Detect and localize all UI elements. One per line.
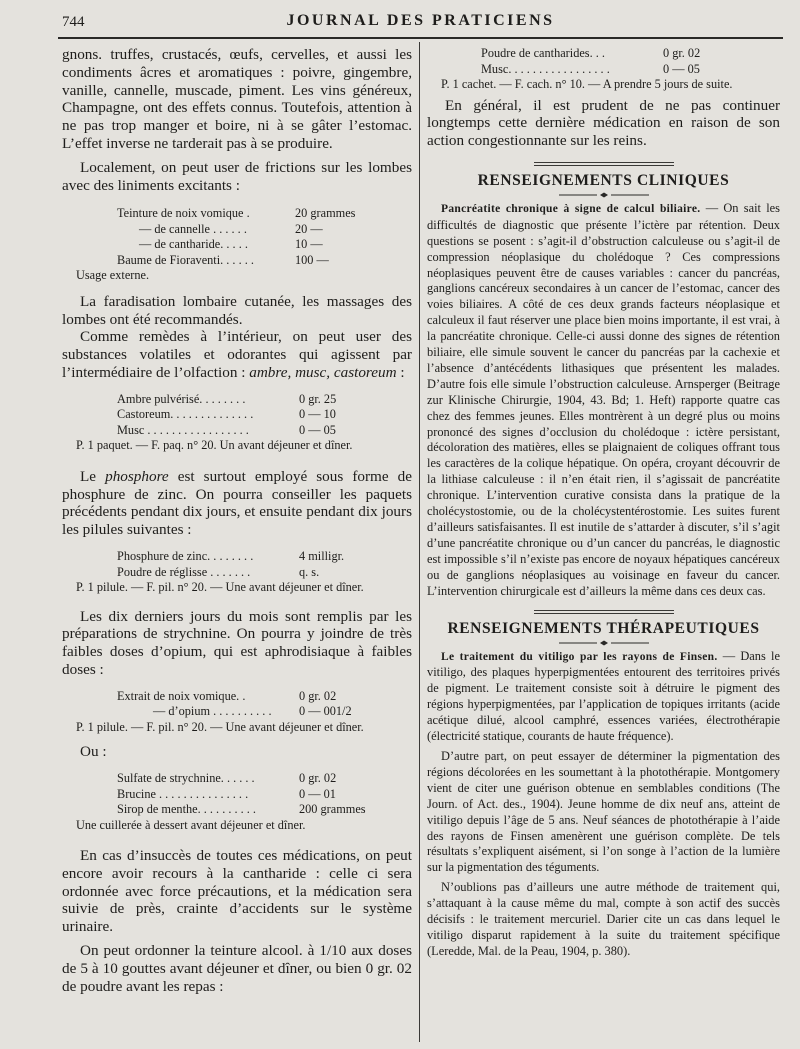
ingredient: Poudre de réglisse . . . . . . . (117, 564, 251, 579)
prescription-strychnine (117, 689, 412, 720)
article-lead: Pancréatite chronique à signe de calcul biliaire. (441, 202, 701, 215)
dose: 10 — (295, 237, 323, 252)
ingredient: Phosphure de zinc. . . . . . . . (117, 549, 254, 564)
dose: 0 gr. 02 (299, 688, 337, 703)
paragraph: Les dix derniers jours du mois sont remplis par les préparations de strychnine. On pourra y joindre de très faibles doses d’opium, qui est aphrodisiaque à faibles doses : (62, 607, 412, 678)
dose: 0 — 01 (299, 786, 336, 801)
page-number: 744 (62, 14, 85, 30)
prescription-phosphorus (117, 549, 412, 580)
ingredient: Extrait de noix vomique. . (117, 688, 246, 703)
ingredient: — de cantharide. . . . . (139, 237, 248, 252)
dose: 20 grammes (295, 206, 356, 221)
dose: 4 milligr. (299, 549, 345, 564)
ingredient: Brucine . . . . . . . . . . . . . . . (117, 786, 249, 801)
prescription-line (117, 565, 412, 581)
therapeutic-article (427, 649, 780, 745)
journal-title: JOURNAL DES PRATICIENS (286, 12, 555, 29)
left-column (62, 46, 412, 995)
page-header (58, 12, 783, 34)
prescription-note: Usage externe. (76, 268, 150, 283)
dose: 200 grammes (299, 802, 366, 817)
prescription-note: P. 1 pilule. — F. pil. n° 20. — Une avant déjeuner et dîner. (76, 580, 364, 595)
dose: 0 — 05 (663, 61, 700, 76)
prescription-cantharides (481, 46, 780, 77)
prescription-line (117, 549, 412, 565)
clinical-article (427, 201, 780, 600)
ingredient: Poudre de cantharides. . . (481, 46, 605, 60)
paragraph: D’autre part, on peut essayer de déterminer la pigmentation des régions décolorées en les soumettant à la photothérapie. Montgomery vient de citer une guérison obtenue en semblables conditions (The Journ. of Act. des., 1904). Jeune homme de dix neuf ans, atteint de vitiligo depuis l’âge de 5 ans. Neuf séances de photothérapie à l’aide des rayons de Finsen amenèrent une guérison complète. De tels résultats s’expliquent aisément, si l’on songe à l’action de la lumière sur la pigmentation des téguments. (427, 748, 780, 875)
ingredient: Teinture de noix vomique . (117, 206, 250, 221)
prescription-line (117, 206, 412, 222)
column-divider (419, 42, 420, 1042)
prescription-note: P. 1 pilule. — F. pil. n° 20. — Une avant déjeuner et dîner. (76, 719, 364, 734)
prescription-strychnine-syrup (117, 771, 412, 818)
article-lead: Le traitement du vitiligo par les rayons de Finsen. (441, 650, 718, 663)
ornament-rule (559, 640, 649, 646)
section-rule (534, 162, 674, 166)
prescription-line (117, 222, 412, 238)
dose: 0 — 10 (299, 407, 336, 422)
ornament-rule (559, 192, 649, 198)
ingredient: Sirop de menthe. . . . . . . . . . (117, 802, 257, 817)
paragraph: Comme remèdes à l’intérieur, on peut user des substances volatiles et odorantes qui agissent par l’intermédiaire de l’olfaction : ambre, musc, castoreum : (62, 328, 412, 382)
alternative-label: Ou : (80, 743, 107, 761)
prescription-line (481, 62, 780, 78)
paragraph: Localement, on peut user de frictions sur les lombes avec des liniments excitants : (62, 158, 412, 194)
paragraph: On peut ordonner la teinture alcool. à 1/10 aux doses de 5 à 10 gouttes avant déjeuner et dîner, ou bien 0 gr. 02 de poudre avant les repas : (62, 942, 412, 995)
dose: 0 gr. 02 (663, 46, 701, 60)
ingredient: — de cannelle . . . . . . (139, 221, 247, 236)
paragraph: gnons. truffes, crustacés, œufs, cervelles, et aussi les condiments âcres et aromatiques : poivre, gingembre, vanille, cannelle, muscade, piment. Les vins généreux, Champagne, ont des effets connus. Toutefois, attention à ne pas trop manger et boire, ni à se gâter l’estomac. L’effet inverse ne tarderait pas à se produire. (62, 46, 412, 152)
prescription-line (117, 407, 412, 423)
article-body: — On sait les difficultés de diagnostic que présente l’ictère par rétention. Deux questions se posent : s’agit-il d’obstruction calculeuse ou s’agit-il de compression néoplasique du cholédoque ? Ces compressions néoplasiques peuvent être de causes variables : cancer du pancréas, ganglions cancéreux secondaires à un cancer de l’estomac, cancer des voies biliaires. A côté de ces deux grands facteurs néoplasique et calculeux il faut réserver une place bien moins importante, il est vrai, à la pancréatite chronique. Celle-ci aussi donne des signes de rétention biliaire, elle simule souvent le cancer du pancréas par la cachexie et l’absence d’antécédents lithasiques que présentent les malades. D’autre fois elle simule l’obstruction calculeuse. Arnsperger (Beitrage zur Klinische Chirurgie, 1904, 43. Bd; 1. Heft) rapporte quatre cas chez des femmes jeunes. Elles montrèrent à un degré plus ou moins prononcé des signes d’occlusion du cholédoque : ictère persistant, décoloration des matières, elles se plaignaient de coliques offrant tous les caractères de la colique hépatique. On opéra, croyant découvrir de la lithiase calculeuse : il n’en était rien, il s’agissait de pancréatite chronique. L’intervention curative consista dans la pratique de la cholécystostomie, ou de la cholécystentérostomie. Les suites furent d’ailleurs satisfaisantes. Il est inutile de s’attarder à discuter, s’il s’agit d’une pancréatite chronique ou d’un cancer du pancréas, le diagnostic est impossible s’il n’existe pas encore de noyaux hépatiques cancéreux ou de ganglions néoplasiques au voisinage en faveur du cancer. L’intervention chirurgicale est d’ailleurs la même dans ces deux cas. (427, 200, 780, 598)
ingredient: Musc . . . . . . . . . . . . . . . . . (117, 422, 249, 437)
dose: 100 — (295, 252, 329, 267)
article-body: — Dans le vitiligo, des plaques hyperpigmentées entourent des territoires privés de pigment. Le traitement consiste soit à détruire le pigment des régions hyperpigmentées, par l’application de topiques irritants (acide acétique dilué, alcool camphré, essences variées, électrothérapie (électricité statique, courants de haute fréquence). (427, 648, 780, 744)
prescription-line (117, 704, 412, 720)
paragraph: En cas d’insuccès de toutes ces médications, on peut encore avoir recours à la cantharide : celle ci sera ordonnée avec force précautions, et la médication sera suivie de près, crainte d’accidents sur le système urinaire. (62, 847, 412, 936)
prescription-note: P. 1 cachet. — F. cach. n° 10. — A prendre 5 jours de suite. (441, 77, 733, 91)
ingredient: Baume de Fioraventi. . . . . . (117, 252, 254, 267)
prescription-line (117, 689, 412, 705)
header-rule (58, 37, 783, 39)
prescription-line (481, 46, 780, 62)
dose: 0 gr. 25 (299, 391, 337, 406)
dose: 0 — 001/2 (299, 704, 352, 719)
prescription-line (117, 802, 412, 818)
prescription-liniment (117, 206, 412, 268)
dose: 20 — (295, 221, 323, 236)
paragraph: En général, il est prudent de ne pas continuer longtemps cette dernière médication en raison de son action congestionnante sur les reins. (427, 96, 780, 150)
right-column (427, 46, 780, 960)
dose: 0 gr. 02 (299, 771, 337, 786)
paragraph: La faradisation lombaire cutanée, les massages des lombes ont été recommandés. (62, 292, 412, 328)
prescription-line (117, 237, 412, 253)
section-rule (534, 610, 674, 614)
prescription-olfactory (117, 392, 412, 439)
prescription-line (117, 423, 412, 439)
ingredient: Ambre pulvérisé. . . . . . . . (117, 391, 246, 406)
prescription-line (117, 771, 412, 787)
ingredient: Castoreum. . . . . . . . . . . . . . (117, 407, 254, 422)
ingredient: Sulfate de strychnine. . . . . . (117, 771, 255, 786)
section-title: RENSEIGNEMENTS THÉRAPEUTIQUES (447, 619, 760, 637)
ingredient: — d’opium . . . . . . . . . . (153, 704, 272, 719)
prescription-line (117, 787, 412, 803)
prescription-line (117, 392, 412, 408)
paragraph: N’oublions pas d’ailleurs une autre méthode de traitement qui, s’attaquant à la cause même du mal, compte à son actif des succès décisifs : le traitement mercuriel. Darier cite un cas dans lequel le vitiligo disparut rapidement à la suite du traitement spécifique (Leredde, Mal. de la Peau, 1904, p. 380). (427, 880, 780, 958)
dose: q. s. (299, 564, 320, 579)
ingredient: Musc. . . . . . . . . . . . . . . . . (481, 61, 610, 76)
section-title: RENSEIGNEMENTS CLINIQUES (477, 171, 730, 189)
prescription-note: Une cuillerée à dessert avant déjeuner et dîner. (76, 817, 306, 832)
dose: 0 — 05 (299, 422, 336, 437)
prescription-note: P. 1 paquet. — F. paq. n° 20. Un avant déjeuner et dîner. (76, 438, 353, 453)
paragraph: Le phosphore est surtout employé sous forme de phosphure de zinc. On pourra conseiller les paquets précédents pendant dix jours, et ensuite pendant dix jours les pilules suivantes : (62, 467, 412, 539)
prescription-line (117, 253, 412, 269)
